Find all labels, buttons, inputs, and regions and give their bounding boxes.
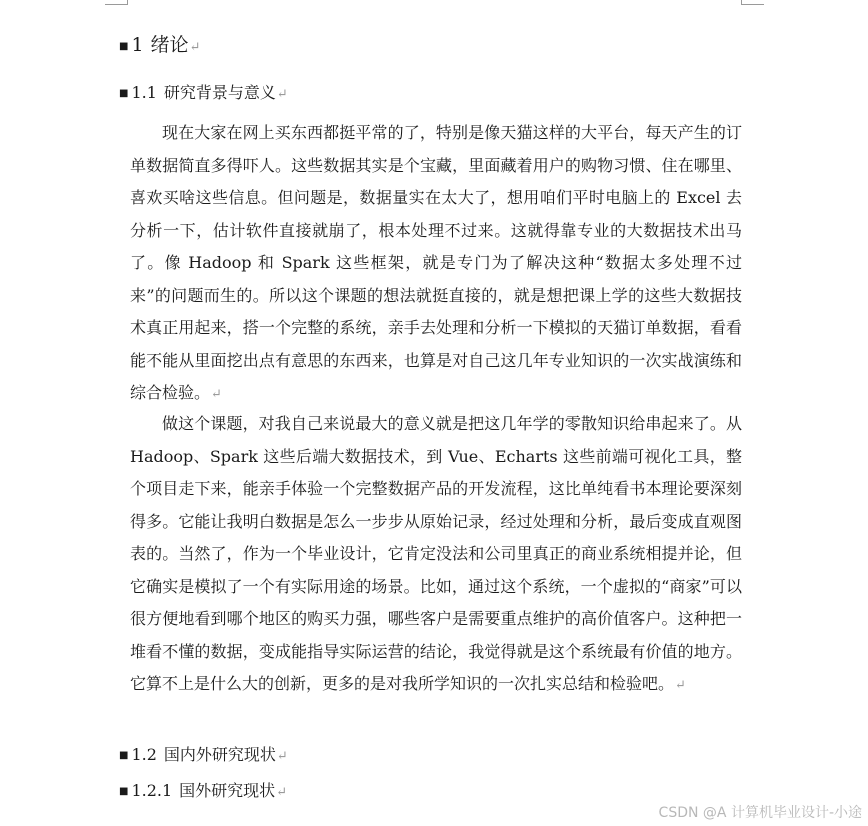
heading-number: 1.2.1 — [131, 781, 173, 800]
heading-bullet: ■ — [119, 786, 129, 797]
heading-number: 1 — [131, 34, 144, 56]
paragraph-mark-icon: ↵ — [276, 749, 288, 764]
body-paragraph-1[interactable] — [130, 117, 742, 412]
heading-1-2-1[interactable] — [119, 778, 287, 801]
paragraph-text: 现在大家在网上买东西都挺平常的了，特别是像天猫这样的大平台，每天产生的订单数据简直多得吓人。这些数据其实是个宝藏，里面藏着用户的购物习惯、住在哪里、喜欢买啥这些信息。但问题是，数据量实在太大了，想用咱们平时电脑上的 Excel 去分析一下，估计软件直接就崩了，根本处理不过来。这就得靠专业的大数据技术出马了。像 Hadoop 和 Spark 这些框架，就是专门为了解决这种“数据太多处理不过来”的问题而生的。所以这个课题的想法就挺直接的，就是想把课上学的这些大数据技术真正用起来，搭一个完整的系统，亲手去处理和分析一下模拟的天猫订单数据，看看能不能从里面挖出点有意思的东西来，也算是对自己这几年专业知识的一次实战演练和综合检验。 — [130, 123, 742, 402]
paragraph-text: 做这个课题，对我自己来说最大的意义就是把这几年学的零散知识给串起来了。从 Hadoop、Spark 这些后端大数据技术，到 Vue、Echarts 这些前端可视化工具，整个项目走下来，能亲手体验一个完整数据产品的开发流程，这比单纯看书本理论要深刻得多。它能让我明白数据是怎么一步步从原始记录，经过处理和分析，最后变成直观图表的。当然了，作为一个毕业设计，它肯定没法和公司里真正的商业系统相提并论，但它确实是模拟了一个有实际用途的场景。比如，通过这个系统，一个虚拟的“商家”可以很方便地看到哪个地区的购买力强，哪些客户是需要重点维护的高价值客户。这种把一堆看不懂的数据，变成能指导实际运营的结论，我觉得就是这个系统最有价值的地方。它算不上是什么大的创新，更多的是对我所学知识的一次扎实总结和检验吧。 — [130, 414, 742, 693]
heading-bullet: ■ — [119, 750, 129, 761]
heading-1-2[interactable] — [119, 742, 288, 765]
csdn-watermark: CSDN @A 计算机毕业设计-小途 — [658, 805, 862, 821]
heading-number: 1.1 — [131, 83, 157, 102]
crop-mark-right — [741, 0, 764, 5]
heading-bullet: ■ — [119, 41, 129, 52]
paragraph-mark-icon: ↵ — [675, 678, 686, 693]
heading-title: 绪论 — [150, 34, 189, 56]
paragraph-mark-icon: ↵ — [276, 785, 288, 800]
paragraph-mark-icon: ↵ — [189, 40, 201, 55]
heading-bullet: ■ — [119, 88, 129, 99]
heading-title: 国外研究现状 — [179, 781, 276, 800]
heading-1[interactable] — [119, 30, 200, 57]
paragraph-mark-icon: ↵ — [276, 87, 288, 102]
heading-title: 研究背景与意义 — [163, 83, 276, 102]
paragraph-mark-icon: ↵ — [211, 387, 222, 402]
crop-mark-left — [105, 0, 128, 5]
heading-1-1[interactable] — [119, 80, 288, 103]
heading-title: 国内外研究现状 — [163, 745, 276, 764]
heading-number: 1.2 — [131, 745, 157, 764]
body-paragraph-2[interactable] — [130, 408, 742, 703]
